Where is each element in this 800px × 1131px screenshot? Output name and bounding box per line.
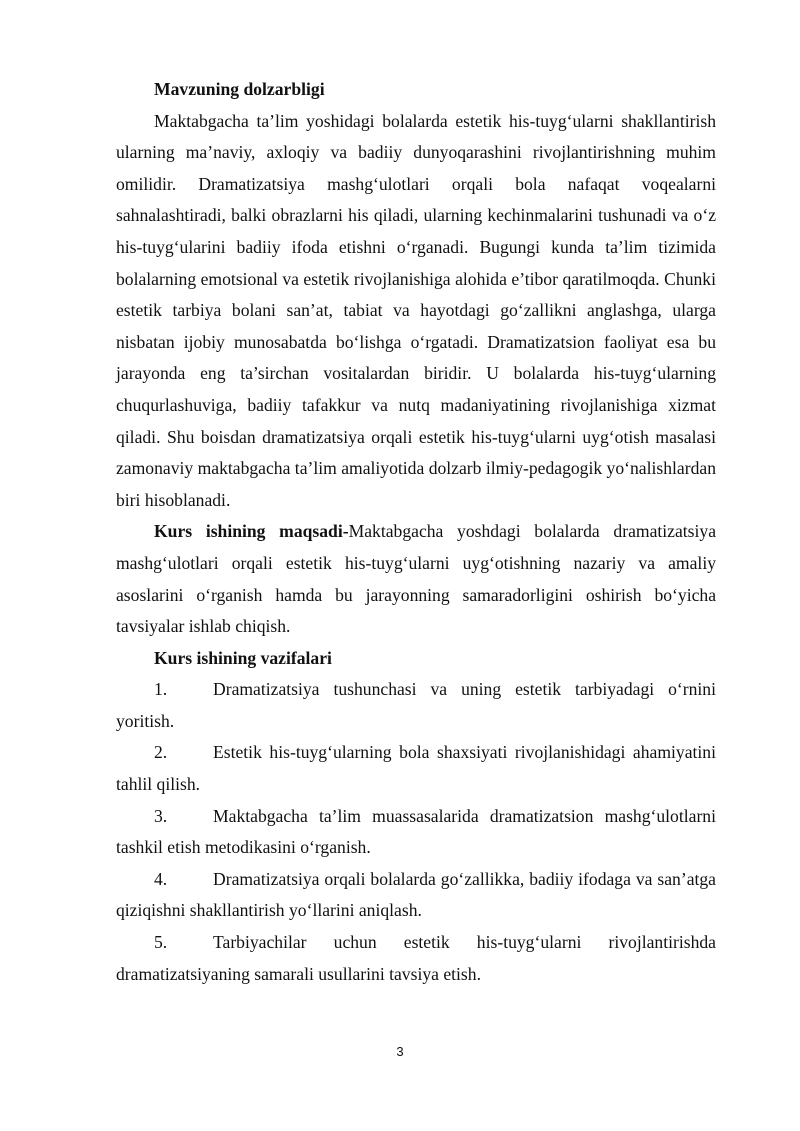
task-text: Dramatizatsiya orqali bolalarda go‘zallikka, badiiy ifodaga va san’atga qiziqishni shakllantirish yo‘llarini aniqlash. xyxy=(116,868,716,921)
task-text: Tarbiyachilar uchun estetik his-tuyg‘ularni rivojlantirishda dramatizatsiyaning samarali usullarini tavsiya etish. xyxy=(116,932,716,984)
task-item xyxy=(116,674,716,737)
aim-text: Maktabgacha yoshdagi bolalarda dramatizatsiya mashg‘ulotlari orqali estetik his-tuyg‘ularni uyg‘otishning nazariy va amaliy asoslarini o‘rganish hamda bu jarayonning samaradorligini oshirish bo‘yicha tavsiyalar ishlab chiqish. xyxy=(116,521,716,637)
task-item xyxy=(116,737,716,800)
task-number: 5. xyxy=(154,932,168,953)
aim-label: Kurs ishining maqsadi- xyxy=(154,521,349,542)
task-number: 2. xyxy=(154,742,168,763)
task-item xyxy=(116,864,716,927)
task-number: 1. xyxy=(154,679,168,700)
task-item xyxy=(116,927,716,990)
task-item xyxy=(116,801,716,864)
paragraph-relevance: Maktabgacha ta’lim yoshidagi bolalarda estetik his-tuyg‘ularni shakllantirish ularning ma’naviy, axloqiy va badiiy dunyoqarashini rivojlantirishning muhim omilidir. Dramatizatsiya mashg‘ulotlari orqali bola nafaqat voqealarni sahnalashtiradi, balki obrazlarni his qiladi, ularning kechinmalarini tushunadi va o‘z his-tuyg‘ularini badiiy ifoda etishni o‘rganadi. Bugungi kunda ta’lim tizimida bolalarning emotsional va estetik rivojlanishiga alohida e’tibor qaratilmoqda. Chunki estetik tarbiya bolani san’at, tabiat va hayotdagi go‘zallikni anglashga, ularga nisbatan ijobiy munosabatda bo‘lishga o‘rgatadi. Dramatizatsion faoliyat esa bu jarayonda eng ta’sirchan vositalardan biridir. U bolalarda his-tuyg‘ularning chuqurlashuviga, badiiy tafakkur va nutq madaniyatining rivojlanishiga xizmat qiladi. Shu boisdan dramatizatsiya orqali estetik his-tuyg‘ularni uyg‘otish masalasi zamonaviy maktabgacha ta’lim amaliyotida dolzarb ilmiy-pedagogik yo‘nalishlardan biri hisoblanadi. xyxy=(116,110,716,510)
task-text: Estetik his-tuyg‘ularning bola shaxsiyati rivojlanishidagi ahamiyatini tahlil qilish. xyxy=(116,742,716,795)
task-number: 4. xyxy=(154,868,168,889)
task-text: Maktabgacha ta’lim muassasalarida dramatizatsion mashg‘ulotlarni tashkil etish metodikasini o‘rganish. xyxy=(116,805,716,858)
task-number: 3. xyxy=(154,805,168,826)
heading-relevance: Mavzuning dolzarbligi xyxy=(154,79,325,99)
task-text: Dramatizatsiya tushunchasi va uning estetik tarbiyadagi o‘rnini yoritish. xyxy=(116,679,716,731)
heading-tasks: Kurs ishining vazifalari xyxy=(154,647,332,668)
page-number: 3 xyxy=(396,1044,404,1059)
paragraph-aim xyxy=(116,516,716,642)
